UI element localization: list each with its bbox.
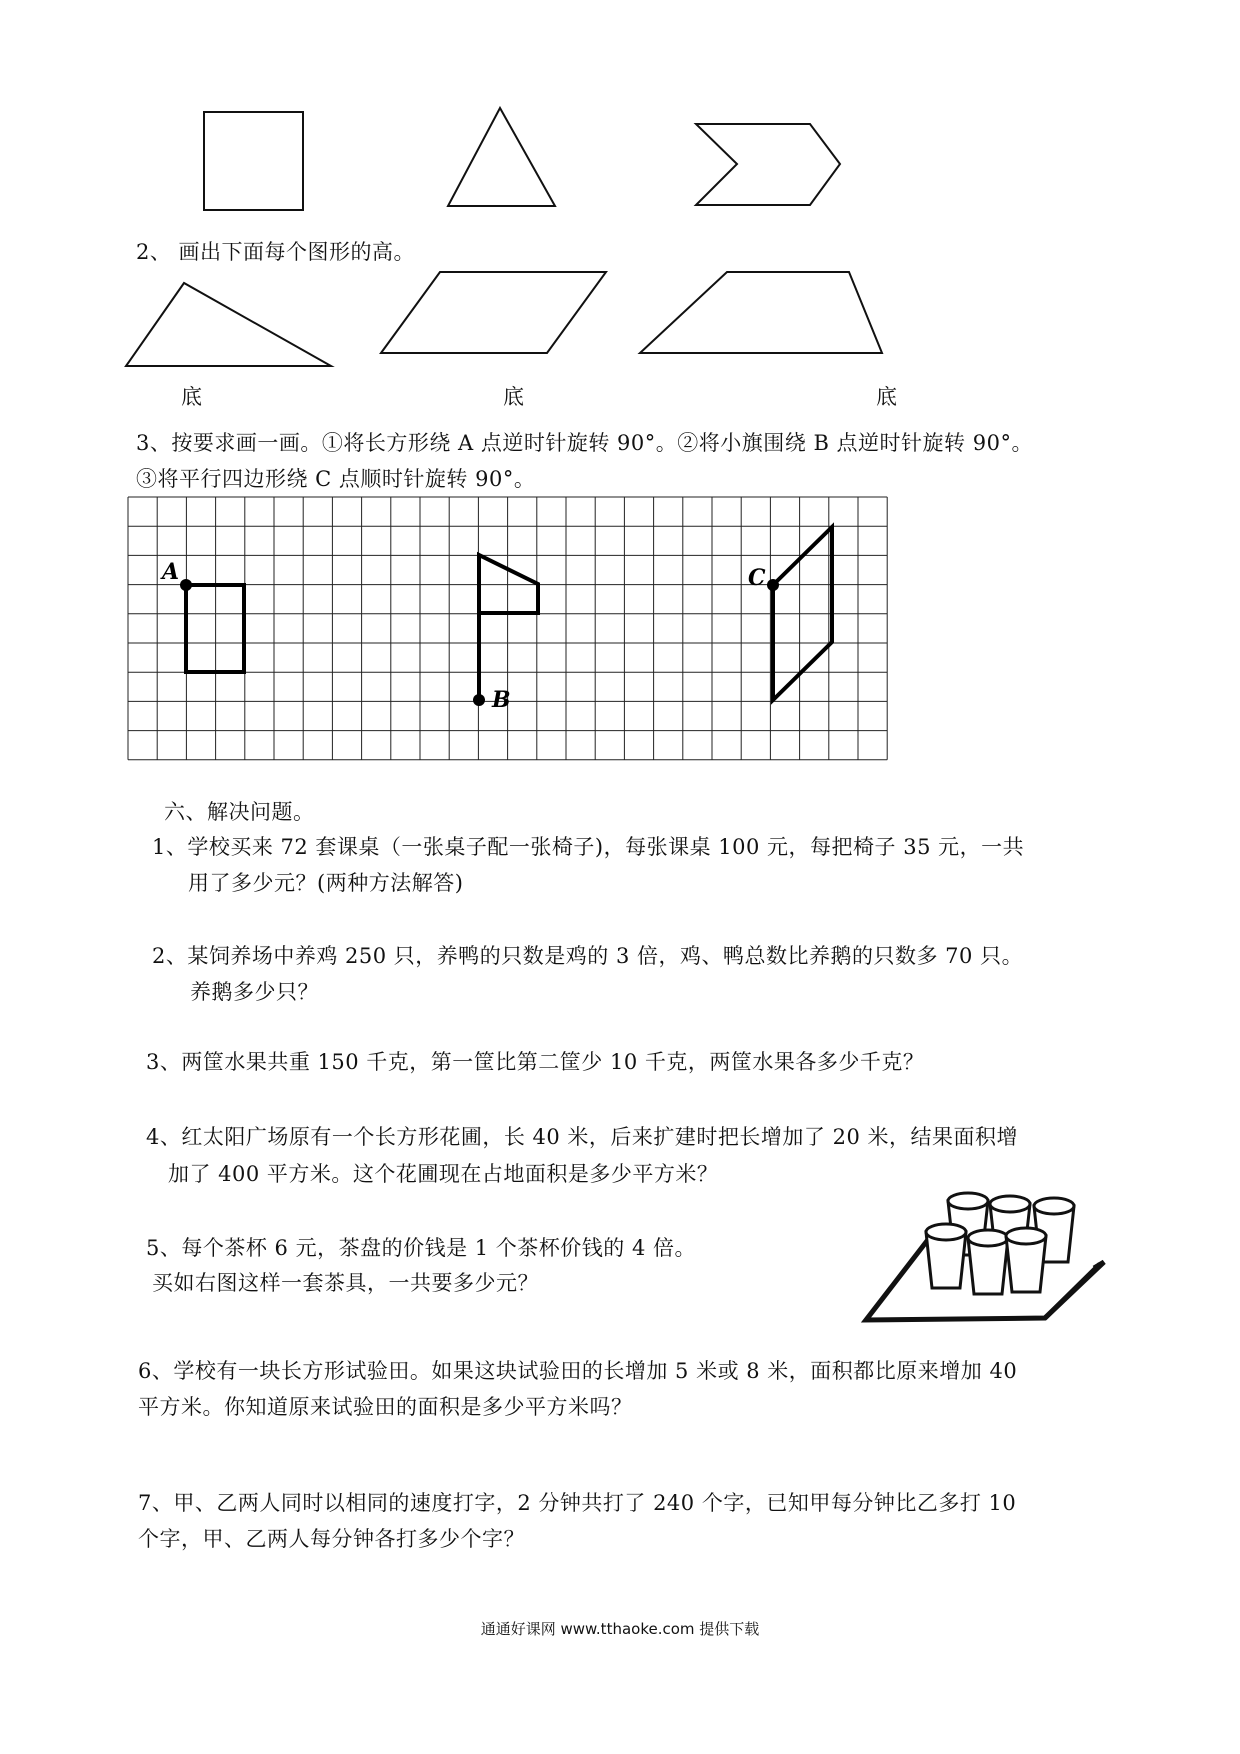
triangle-shape [448, 108, 555, 206]
flag-shape [479, 555, 538, 700]
cup-rim [1034, 1198, 1074, 1214]
cup-rim [926, 1224, 966, 1240]
problem-5-line2: 买如右图这样一套茶具，一共要多少元？ [152, 1271, 539, 1295]
problem-6-line2: 平方米。你知道原来试验田的面积是多少平方米吗？ [138, 1395, 633, 1419]
square-shape [204, 112, 303, 210]
base-label: 底 [503, 385, 525, 409]
tea-tray-edge [1045, 1264, 1100, 1318]
rectangle-on-grid [186, 585, 244, 672]
problem-4-line2: 加了 400 平方米。这个花圃现在占地面积是多少平方米？ [168, 1162, 719, 1186]
point-a-label: A [162, 559, 180, 585]
problem-2-line1: 2、某饲养场中养鸡 250 只，养鸭的只数是鸡的 3 倍，鸡、鸭总数比养鹅的只数多 70 只。 [152, 944, 1024, 968]
problem-1-line1: 1、学校买来 72 套课桌（一张桌子配一张椅子)，每张课桌 100 元，每把椅子 35 元，一共 [152, 835, 1025, 859]
cup-rim [968, 1230, 1008, 1246]
q2-title: 2、 画出下面每个图形的高。 [136, 240, 416, 264]
point-c-dot [767, 579, 779, 591]
problem-7-line2: 个字，甲、乙两人每分钟各打多少个字？ [138, 1527, 525, 1551]
trapezoid-shape [640, 272, 882, 353]
cup-rim [990, 1196, 1030, 1212]
q3-line1: 3、按要求画一画。①将长方形绕 A 点逆时针旋转 90°。②将小旗围绕 B 点逆时针旋转 90°。 [136, 431, 1033, 455]
section6-title: 六、解决问题。 [164, 800, 315, 824]
cup-rim [1006, 1228, 1046, 1244]
problem-5-line1: 5、每个茶杯 6 元，茶盘的价钱是 1 个茶杯价钱的 4 倍。 [146, 1236, 696, 1260]
problem-3-line1: 3、两筐水果共重 150 千克，第一筐比第二筐少 10 千克，两筐水果各多少千克？ [146, 1050, 925, 1074]
arrow-shape [696, 124, 840, 205]
base-label: 底 [876, 385, 898, 409]
point-b-label: B [492, 687, 511, 713]
problem-6-line1: 6、学校有一块长方形试验田。如果这块试验田的长增加 5 米或 8 米，面积都比原来增加 40 [138, 1359, 1018, 1383]
point-b-dot [473, 694, 485, 706]
cup-rim [948, 1193, 988, 1209]
tea-set-illustration [866, 1193, 1104, 1320]
problem-1-line2: 用了多少元？(两种方法解答) [188, 871, 464, 895]
problem-2-line2: 养鹅多少只？ [190, 980, 319, 1004]
base-label: 底 [181, 385, 203, 409]
problem-4-line1: 4、红太阳广场原有一个长方形花圃，长 40 米，后来扩建时把长增加了 20 米，结果面积增 [146, 1125, 1019, 1149]
problem-7-line1: 7、甲、乙两人同时以相同的速度打字，2 分钟共打了 240 个字，已知甲每分钟比乙多打 10 [138, 1491, 1017, 1515]
obtuse-triangle-shape [126, 283, 331, 366]
point-c-label: C [748, 565, 766, 591]
q3-line2: ③将平行四边形绕 C 点顺时针旋转 90°。 [136, 467, 536, 491]
footer-text: 通通好课网 www.tthaoke.com 提供下载 [480, 1620, 760, 1638]
point-a-dot [180, 579, 192, 591]
parallelogram-shape [381, 272, 606, 353]
